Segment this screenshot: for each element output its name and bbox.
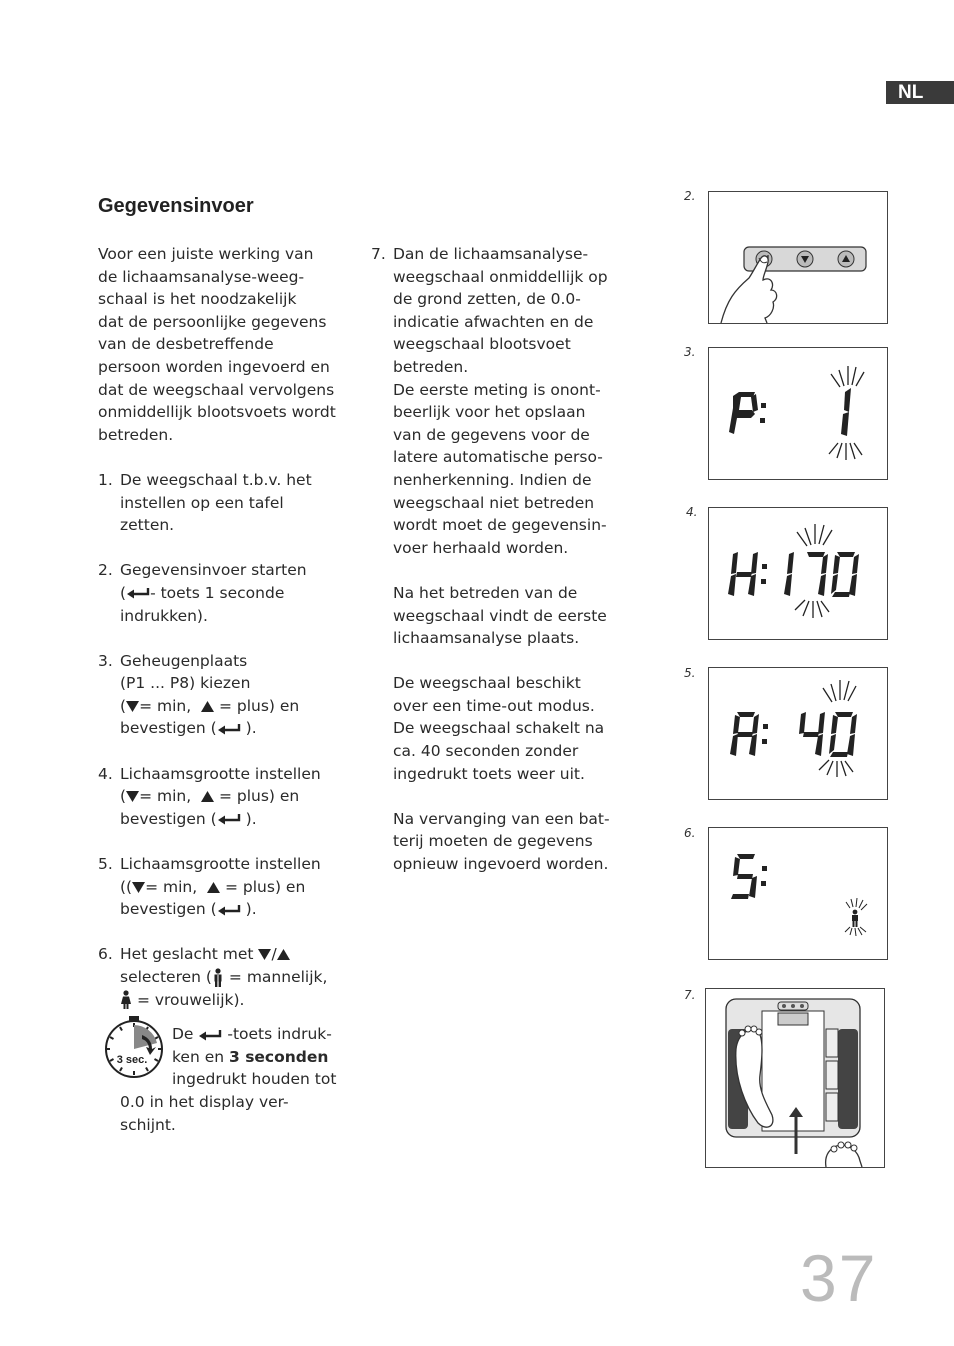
figure-display-height <box>708 507 888 640</box>
triangle-down-icon <box>132 882 145 893</box>
stopwatch-icon <box>102 1015 166 1079</box>
figure-label-5: 5. <box>684 666 696 680</box>
figure-label-7: 7. <box>684 988 696 1002</box>
triangle-down-icon <box>258 949 271 960</box>
triangle-up-icon <box>201 791 214 802</box>
figure-label-4: 4. <box>686 505 698 519</box>
column-middle <box>371 243 621 876</box>
lcd-s-illustration <box>709 828 887 959</box>
enter-arrow-icon <box>217 723 241 735</box>
figure-label-6: 6. <box>684 826 696 840</box>
step-1: 1. De weegschaal t.b.v. het instellen op een tafel zetten. <box>98 470 312 535</box>
figure-button-panel <box>708 191 888 324</box>
triangle-down-icon <box>126 791 139 802</box>
enter-arrow-icon <box>126 587 150 599</box>
triangle-up-icon <box>207 882 220 893</box>
enter-arrow-icon <box>217 813 241 825</box>
enter-arrow-icon <box>217 904 241 916</box>
page-number: 37 <box>800 1241 878 1315</box>
lcd-p1-illustration <box>709 348 887 479</box>
step-6: 6. Het geslacht met / selecteren ( = mannelijk, = vrouwelijk). <box>98 945 328 1009</box>
figure-scale-step-on <box>705 988 885 1168</box>
female-icon <box>120 990 132 1010</box>
triangle-up-icon <box>201 701 214 712</box>
paragraph-timeout: De weegschaal beschikt over een time-out modus. De weegschaal schakelt na ca. 40 seconden zonder ingedrukt toets weer uit. <box>393 674 605 783</box>
figure-label-3: 3. <box>684 345 696 359</box>
lcd-h170-illustration <box>709 508 887 639</box>
language-tab: NL <box>886 81 954 104</box>
male-icon <box>212 968 224 988</box>
step-3: 3. Geheugenplaats (P1 ... P8) kiezen ( = min, = plus) en bevestigen ( ). <box>98 651 300 738</box>
triangle-up-icon <box>277 949 290 960</box>
intro-paragraph: Voor een juiste werking van de lichaamsanalyse-weeg- schaal is het noodzakelijk dat de persoonlijke gegevens van de desbetreffende persoon worden ingevoerd en dat de weegschaal vervolgens onmiddellijk blootsvoets wordt betreden. <box>98 245 336 444</box>
figure-display-memory <box>708 347 888 480</box>
keypad-illustration <box>709 192 887 323</box>
figure-label-2: 2. <box>684 189 696 203</box>
column-left <box>98 243 348 1136</box>
triangle-down-icon <box>126 701 139 712</box>
svg-text:3 sec.: 3 sec. <box>116 1054 148 1067</box>
figure-display-gender <box>708 827 888 960</box>
step-7: 7. Dan de lichaamsanalyse- weegschaal onmiddellijk op de grond zetten, de 0.0- indicatie afwachten en de weegschaal blootsvoet betreden. De eerste meting is onont- beerlijk voor het opslaan van de gegevens voor de latere automatische perso- nenherkenning. Indien de weegschaal niet betreden wordt moet de gegevensin- voer herhaald worden. <box>371 245 608 557</box>
figure-display-age <box>708 667 888 800</box>
timer-note: 3 sec. De -toets indruk- ken en 3 seconden ingedrukt houden tot 0.0 in het display ver- schijnt. <box>98 1023 348 1136</box>
step-4: 4. Lichaamsgrootte instellen ( = min, = plus) en bevestigen ( ). <box>98 764 321 828</box>
section-title: Gegevensinvoer <box>98 195 254 217</box>
lcd-a40-illustration <box>709 668 887 799</box>
paragraph-analysis: Na het betreden van de weegschaal vindt de eerste lichaamsanalyse plaats. <box>393 583 607 648</box>
paragraph-battery: Na vervanging van een bat- terij moeten de gegevens opnieuw ingevoerd worden. <box>393 809 610 874</box>
scale-illustration <box>706 989 884 1167</box>
enter-arrow-icon <box>198 1029 222 1041</box>
step-5: 5. Lichaamsgrootte instellen (( = min, = plus) en bevestigen ( ). <box>98 855 321 919</box>
step-2: 2. Gegevensinvoer starten ( - toets 1 seconde indrukken). <box>98 561 307 625</box>
